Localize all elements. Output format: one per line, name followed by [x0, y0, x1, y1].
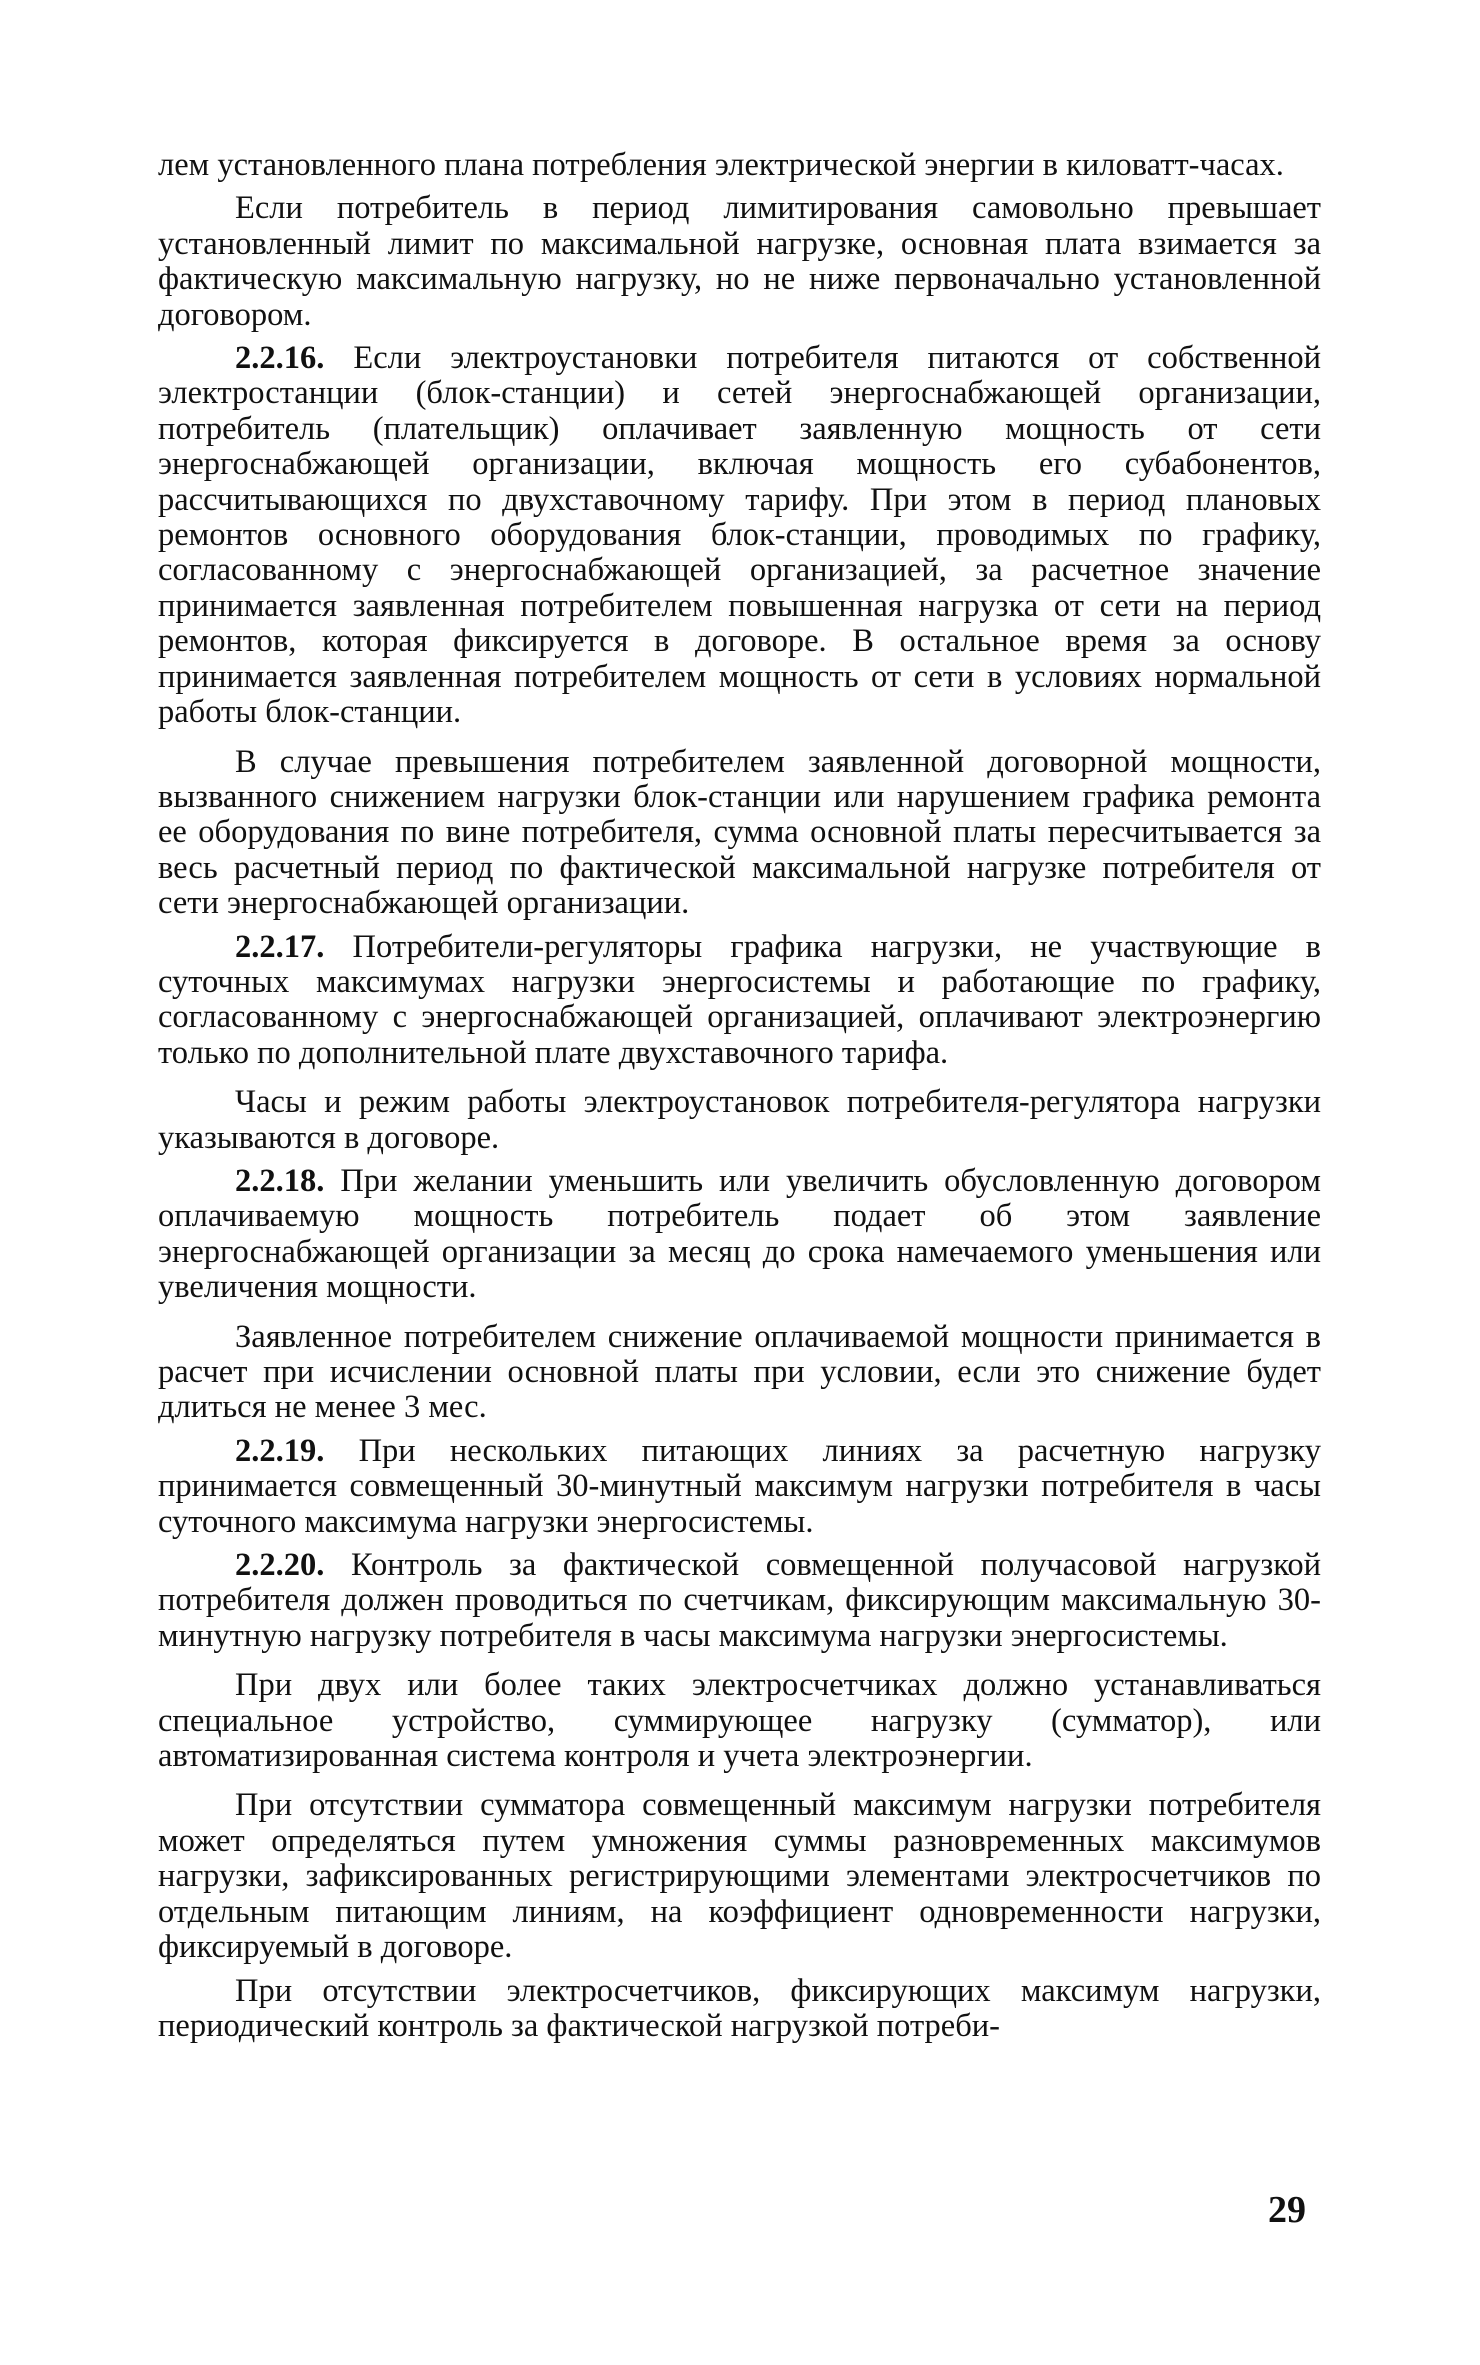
clause-number: 2.2.18.	[235, 1162, 325, 1199]
paragraph-power-reduction: Заявленное потребителем снижение оплачиваемой мощности принимается в расчет при исчислении основной платы при условии, если это снижение будет длиться не менее 3 мес.	[158, 1318, 1321, 1426]
clause-text: Если электроустановки потребителя питаются от собственной электростанции (блок-станции) и сетей энергоснабжающей организации, потребитель (плательщик) оплачивает заявленную мощность от сети энергоснабжающей организации, включая мощность его субабонентов, рассчитывающихся по двухставочному тарифу. При этом в период плановых ремонтов основного оборудования блок-станции, проводимых по графику, согласованному с энергоснабжающей организацией, за расчетное значение принимается заявленная потребителем повышенная нагрузка от сети на период ремонтов, которая фиксируется в договоре. В остальное время за основу принимается заявленная потребителем мощность от сети в условиях нормальной работы блок-станции.	[158, 340, 1321, 731]
clause-number: 2.2.20.	[235, 1547, 325, 1584]
clause-text: При нескольких питающих линиях за расчетную нагрузку принимается совмещенный 30-минутный максимум нагрузки потребителя в часы суточного максимума нагрузки энергосистемы.	[158, 1432, 1321, 1540]
clause-text: Контроль за фактической совмещенной получасовой нагрузкой потребителя должен проводиться по счетчикам, фиксирующим максимальную 30-минутную нагрузку потребителя в часы максимума нагрузки энергосистемы.	[158, 1547, 1321, 1654]
page-body	[158, 148, 1321, 2044]
paragraph-continuation: лем установленного плана потребления электрической энергии в киловатт-часах.	[158, 147, 1284, 183]
clause-2-2-20	[158, 1548, 1321, 1654]
paragraph-regulator-hours: Часы и режим работы электроустановок потребителя-регулятора нагрузки указываются в договоре.	[158, 1084, 1321, 1156]
paragraph-limit-exceed: Если потребитель в период лимитирования самовольно превышает установленный лимит по максимальной нагрузке, основная плата взимается за фактическую максимальную нагрузку, но не ниже первоначально установленной договором.	[158, 190, 1321, 333]
page-number: 29	[1268, 2189, 1306, 2231]
clause-number: 2.2.17.	[235, 928, 325, 965]
clause-text: При желании уменьшить или увеличить обусловленную договором оплачиваемую мощность потребитель подает об этом заявление энергоснабжающей организации за месяц до срока намечаемого уменьшения или увеличения мощности.	[158, 1162, 1321, 1306]
clause-text: Потребители-регуляторы графика нагрузки, не участвующие в суточных максимумах нагрузки энергосистемы и работающие по графику, согласованному с энергоснабжающей организацией, оплачивают электроэнергию только по дополнительной плате двухставочного тарифа.	[158, 928, 1322, 1071]
clause-2-2-19	[158, 1434, 1321, 1540]
paragraph-power-excess: В случае превышения потребителем заявленной договорной мощности, вызванного снижением нагрузки блок-станции или нарушением графика ремонта ее оборудования по вине потребителя, сумма основной платы пересчитывается за весь расчетный период по фактической максимальной нагрузке потребителя от сети энергоснабжающей организации.	[158, 743, 1321, 922]
clause-number: 2.2.19.	[235, 1432, 325, 1469]
paragraph-no-summator: При отсутствии сумматора совмещенный максимум нагрузки потребителя может определяться путем умножения суммы разновременных максимумов нагрузки, зафиксированных регистрирующими элементами электросчетчиков по отдельным питающим линиям, на коэффициент одновременности нагрузки, фиксируемый в договоре.	[158, 1787, 1321, 1966]
paragraph-no-meters: При отсутствии электросчетчиков, фиксирующих максимум нагрузки, периодический контроль за фактической нагрузкой потреби-	[158, 1972, 1321, 2044]
clause-2-2-18	[158, 1164, 1321, 1306]
clause-2-2-16	[158, 341, 1321, 730]
paragraph-summator: При двух или более таких электросчетчиках должно устанавливаться специальное устройство, суммирующее нагрузку (сумматор), или автоматизированная система контроля и учета электроэнергии.	[158, 1667, 1321, 1775]
clause-2-2-17	[158, 930, 1321, 1072]
clause-number: 2.2.16.	[235, 340, 325, 377]
